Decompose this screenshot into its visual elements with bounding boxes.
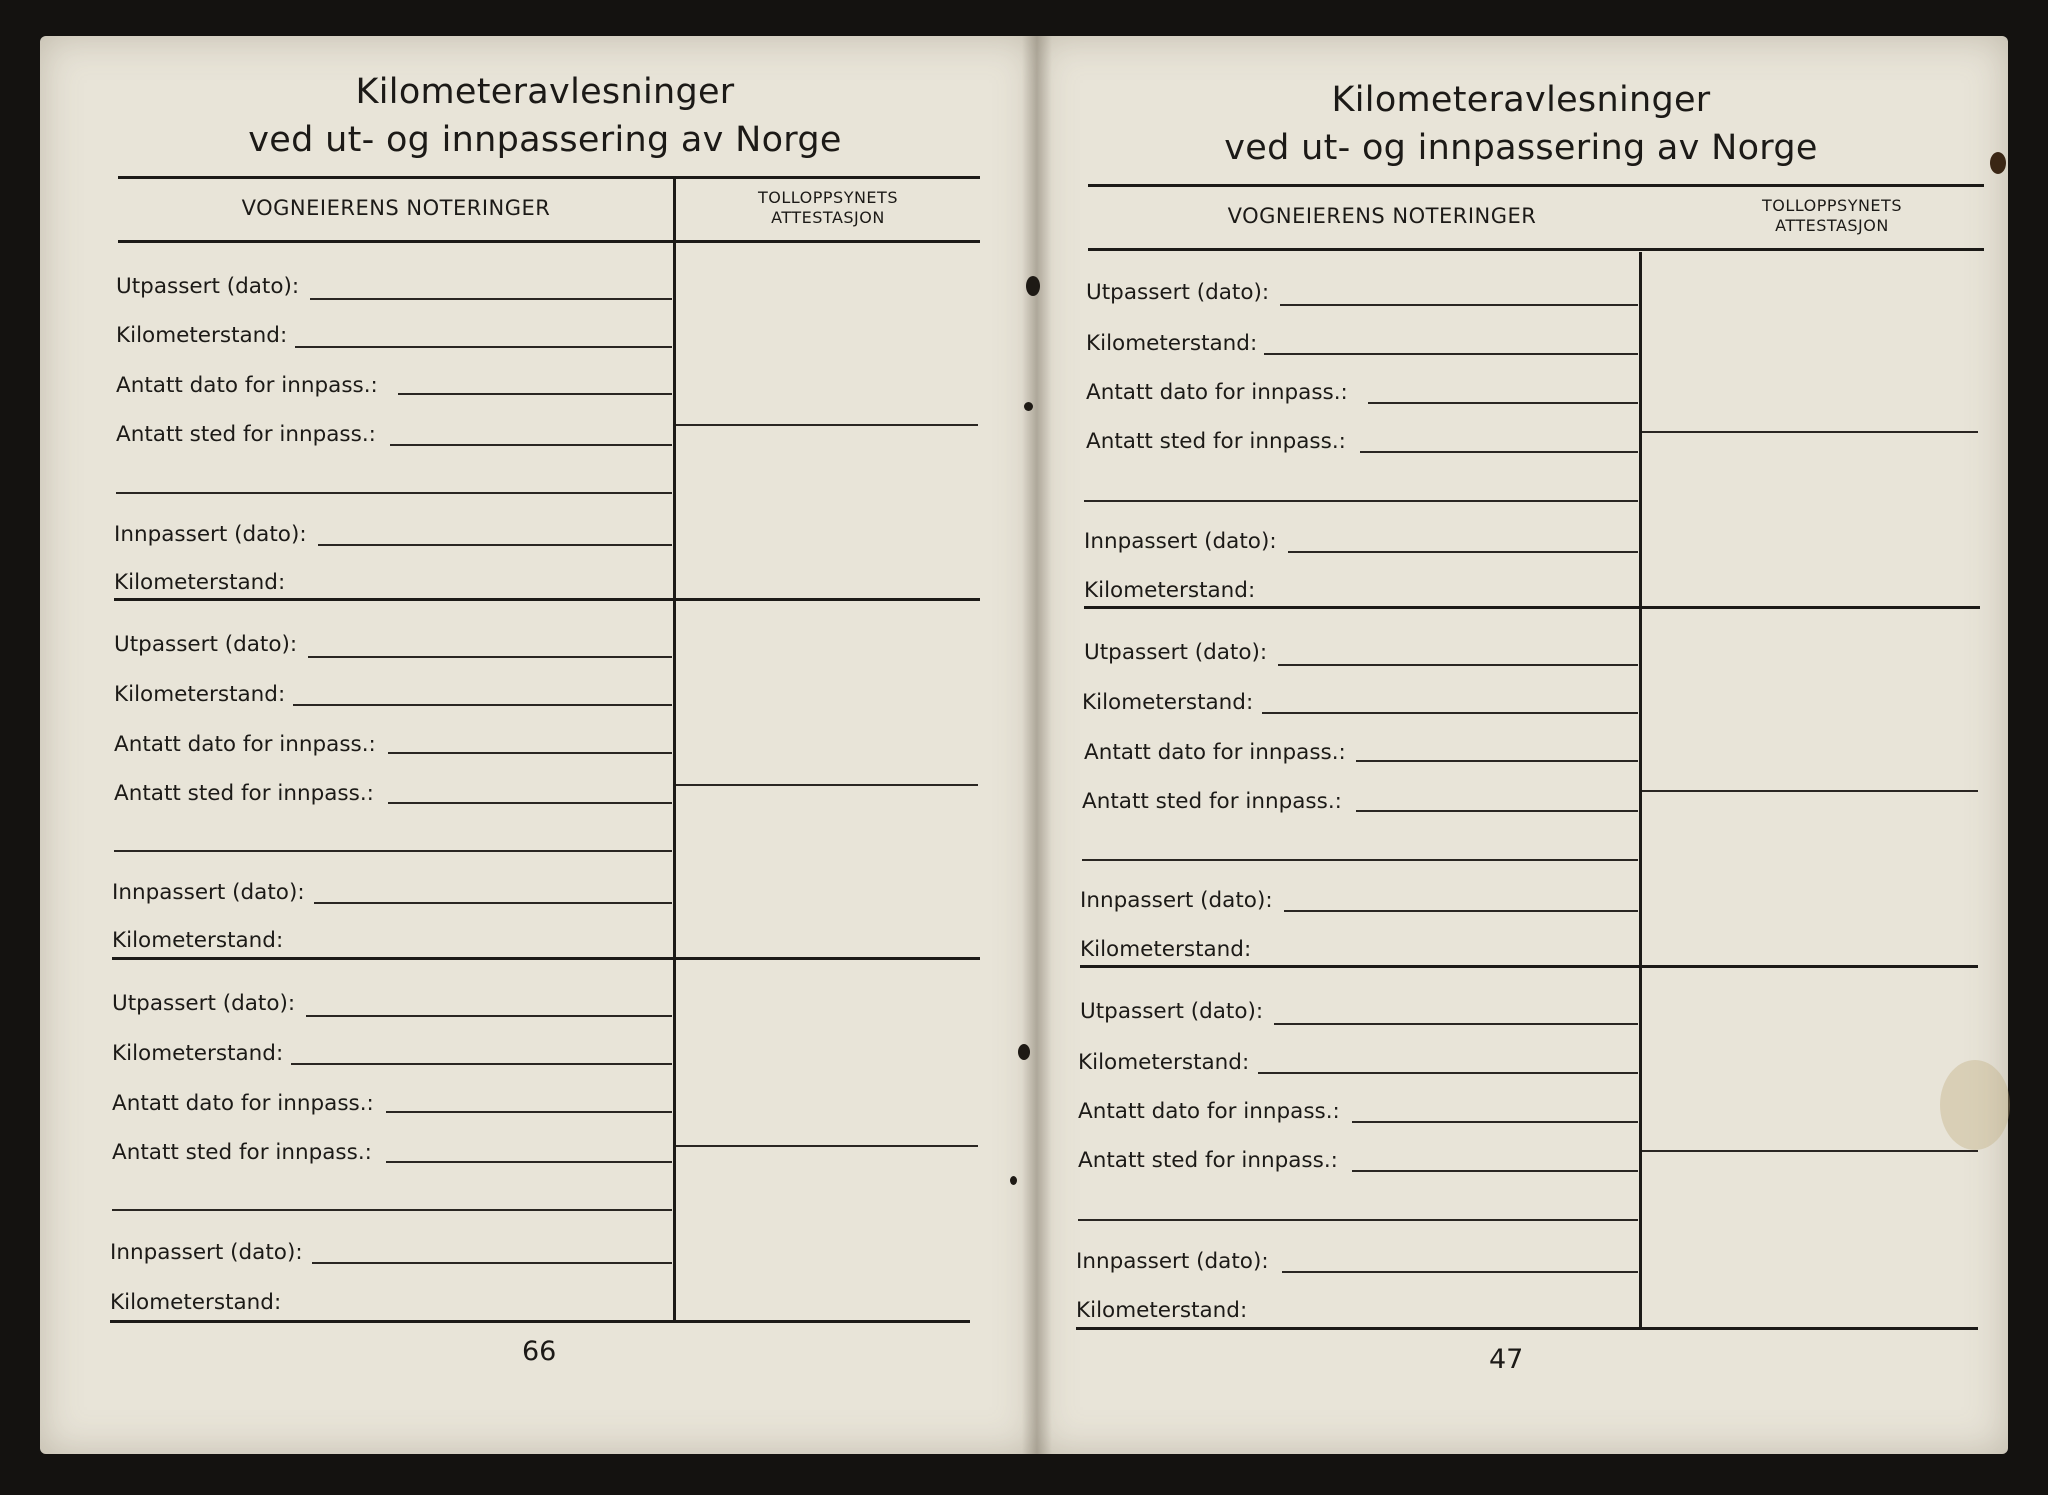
block-separator-1 xyxy=(1084,606,1980,609)
antatt-dato-label: Antatt dato for innpass.: xyxy=(116,373,378,398)
antatt-sted-label: Antatt sted for innpass.: xyxy=(1086,429,1346,454)
paper-stain xyxy=(1940,1060,2010,1150)
utpassert-field[interactable] xyxy=(306,1015,672,1017)
header-top-rule xyxy=(118,176,980,179)
column-header-customs-line1: TOLLOPPSYNETS xyxy=(758,188,898,207)
antatt-dato-field[interactable] xyxy=(1368,402,1638,404)
kilometerstand-in-label: Kilometerstand: xyxy=(110,1290,282,1315)
kilometerstand-in-label: Kilometerstand: xyxy=(1076,1298,1248,1323)
innpassert-label: Innpassert (dato): xyxy=(1076,1249,1269,1274)
ink-spot xyxy=(1018,1044,1030,1060)
kilometerstand-out-field[interactable] xyxy=(1262,712,1638,714)
kilometerstand-out-label: Kilometerstand: xyxy=(1078,1050,1250,1075)
antatt-sted-extra-field[interactable] xyxy=(1082,859,1638,861)
antatt-sted-label: Antatt sted for innpass.: xyxy=(114,781,374,806)
innpassert-field[interactable] xyxy=(1284,910,1638,912)
customs-stamp-line xyxy=(676,1145,978,1147)
customs-stamp-line xyxy=(676,424,978,426)
page-title-line1: Kilometeravlesninger xyxy=(355,72,735,112)
header-bottom-rule xyxy=(1088,248,1984,251)
antatt-dato-field[interactable] xyxy=(398,393,672,395)
column-header-owner: VOGNEIERENS NOTERINGER xyxy=(1227,204,1537,228)
kilometerstand-out-label: Kilometerstand: xyxy=(116,323,288,348)
antatt-dato-label: Antatt dato for innpass.: xyxy=(112,1091,374,1116)
column-header-customs-line1: TOLLOPPSYNETS xyxy=(1762,196,1902,215)
innpassert-field[interactable] xyxy=(1282,1271,1638,1273)
page-title-line2: ved ut- og innpassering av Norge xyxy=(248,120,842,160)
antatt-dato-label: Antatt dato for innpass.: xyxy=(114,732,376,757)
kilometerstand-in-label: Kilometerstand: xyxy=(1080,937,1252,962)
utpassert-label: Utpassert (dato): xyxy=(1086,280,1270,305)
kilometerstand-in-label: Kilometerstand: xyxy=(112,928,284,953)
antatt-sted-label: Antatt sted for innpass.: xyxy=(112,1140,372,1165)
customs-stamp-line xyxy=(1642,790,1978,792)
kilometerstand-in-label: Kilometerstand: xyxy=(1084,578,1256,603)
customs-stamp-line xyxy=(1642,431,1978,433)
page-title-line1: Kilometeravlesninger xyxy=(1331,80,1711,120)
antatt-dato-field[interactable] xyxy=(388,752,672,754)
antatt-sted-extra-field[interactable] xyxy=(1084,500,1638,502)
antatt-dato-field[interactable] xyxy=(386,1111,672,1113)
ink-spot xyxy=(1024,402,1033,411)
kilometerstand-out-field[interactable] xyxy=(291,1063,672,1065)
ink-spot xyxy=(1026,276,1040,296)
kilometerstand-in-label: Kilometerstand: xyxy=(114,570,286,595)
header-top-rule xyxy=(1088,184,1984,187)
antatt-sted-extra-field[interactable] xyxy=(1078,1219,1638,1221)
block-separator-2 xyxy=(112,957,980,960)
column-header-customs-line2: ATTESTASJON xyxy=(1775,216,1889,235)
antatt-sted-label: Antatt sted for innpass.: xyxy=(1082,789,1342,814)
page-title-line2: ved ut- og innpassering av Norge xyxy=(1224,128,1818,168)
innpassert-label: Innpassert (dato): xyxy=(1080,888,1273,913)
header-bottom-rule xyxy=(118,240,980,243)
antatt-sted-label: Antatt sted for innpass.: xyxy=(1078,1148,1338,1173)
page-number: 47 xyxy=(1489,1344,1524,1375)
column-divider xyxy=(673,178,676,1320)
antatt-sted-field[interactable] xyxy=(1356,810,1638,812)
innpassert-label: Innpassert (dato): xyxy=(1084,529,1277,554)
innpassert-label: Innpassert (dato): xyxy=(112,880,305,905)
antatt-dato-label: Antatt dato for innpass.: xyxy=(1084,740,1346,765)
antatt-sted-extra-field[interactable] xyxy=(114,850,672,852)
kilometerstand-out-label: Kilometerstand: xyxy=(114,682,286,707)
utpassert-label: Utpassert (dato): xyxy=(116,274,300,299)
rust-spot xyxy=(1990,152,2006,174)
antatt-sted-field[interactable] xyxy=(1360,451,1638,453)
block-separator-2 xyxy=(1080,965,1978,968)
kilometerstand-out-label: Kilometerstand: xyxy=(1086,331,1258,356)
customs-stamp-line xyxy=(676,784,978,786)
innpassert-label: Innpassert (dato): xyxy=(114,522,307,547)
antatt-sted-extra-field[interactable] xyxy=(116,492,672,494)
kilometerstand-out-field[interactable] xyxy=(293,704,672,706)
utpassert-label: Utpassert (dato): xyxy=(114,632,298,657)
column-header-owner: VOGNEIERENS NOTERINGER xyxy=(241,196,551,220)
kilometerstand-out-field[interactable] xyxy=(1264,353,1638,355)
utpassert-field[interactable] xyxy=(1274,1023,1638,1025)
antatt-sted-extra-field[interactable] xyxy=(112,1209,672,1211)
innpassert-field[interactable] xyxy=(1288,551,1638,553)
kilometerstand-out-field[interactable] xyxy=(1258,1072,1638,1074)
antatt-sted-field[interactable] xyxy=(1352,1170,1638,1172)
utpassert-field[interactable] xyxy=(310,298,672,300)
form-bottom-rule xyxy=(110,1320,970,1323)
antatt-dato-field[interactable] xyxy=(1352,1121,1638,1123)
utpassert-field[interactable] xyxy=(1280,304,1638,306)
antatt-dato-label: Antatt dato for innpass.: xyxy=(1078,1099,1340,1124)
innpassert-field[interactable] xyxy=(314,902,672,904)
antatt-dato-label: Antatt dato for innpass.: xyxy=(1086,380,1348,405)
utpassert-label: Utpassert (dato): xyxy=(1080,999,1264,1024)
form-bottom-rule xyxy=(1076,1327,1978,1330)
kilometerstand-out-field[interactable] xyxy=(295,346,672,348)
page-number: 66 xyxy=(522,1336,557,1367)
utpassert-field[interactable] xyxy=(1278,664,1638,666)
innpassert-field[interactable] xyxy=(318,544,672,546)
antatt-dato-field[interactable] xyxy=(1356,760,1638,762)
page-47 xyxy=(1036,0,2048,1495)
ink-spot xyxy=(1010,1176,1017,1185)
antatt-sted-label: Antatt sted for innpass.: xyxy=(116,422,376,447)
innpassert-label: Innpassert (dato): xyxy=(110,1240,303,1265)
antatt-sted-field[interactable] xyxy=(388,802,672,804)
column-header-customs-line2: ATTESTASJON xyxy=(771,208,885,227)
utpassert-label: Utpassert (dato): xyxy=(112,991,296,1016)
customs-stamp-line xyxy=(1642,1150,1978,1152)
antatt-sted-field[interactable] xyxy=(390,444,672,446)
block-separator-1 xyxy=(114,598,980,601)
kilometerstand-out-label: Kilometerstand: xyxy=(1082,690,1254,715)
utpassert-field[interactable] xyxy=(308,656,672,658)
kilometerstand-out-label: Kilometerstand: xyxy=(112,1041,284,1066)
antatt-sted-field[interactable] xyxy=(386,1161,672,1163)
utpassert-label: Utpassert (dato): xyxy=(1084,640,1268,665)
innpassert-field[interactable] xyxy=(312,1262,672,1264)
